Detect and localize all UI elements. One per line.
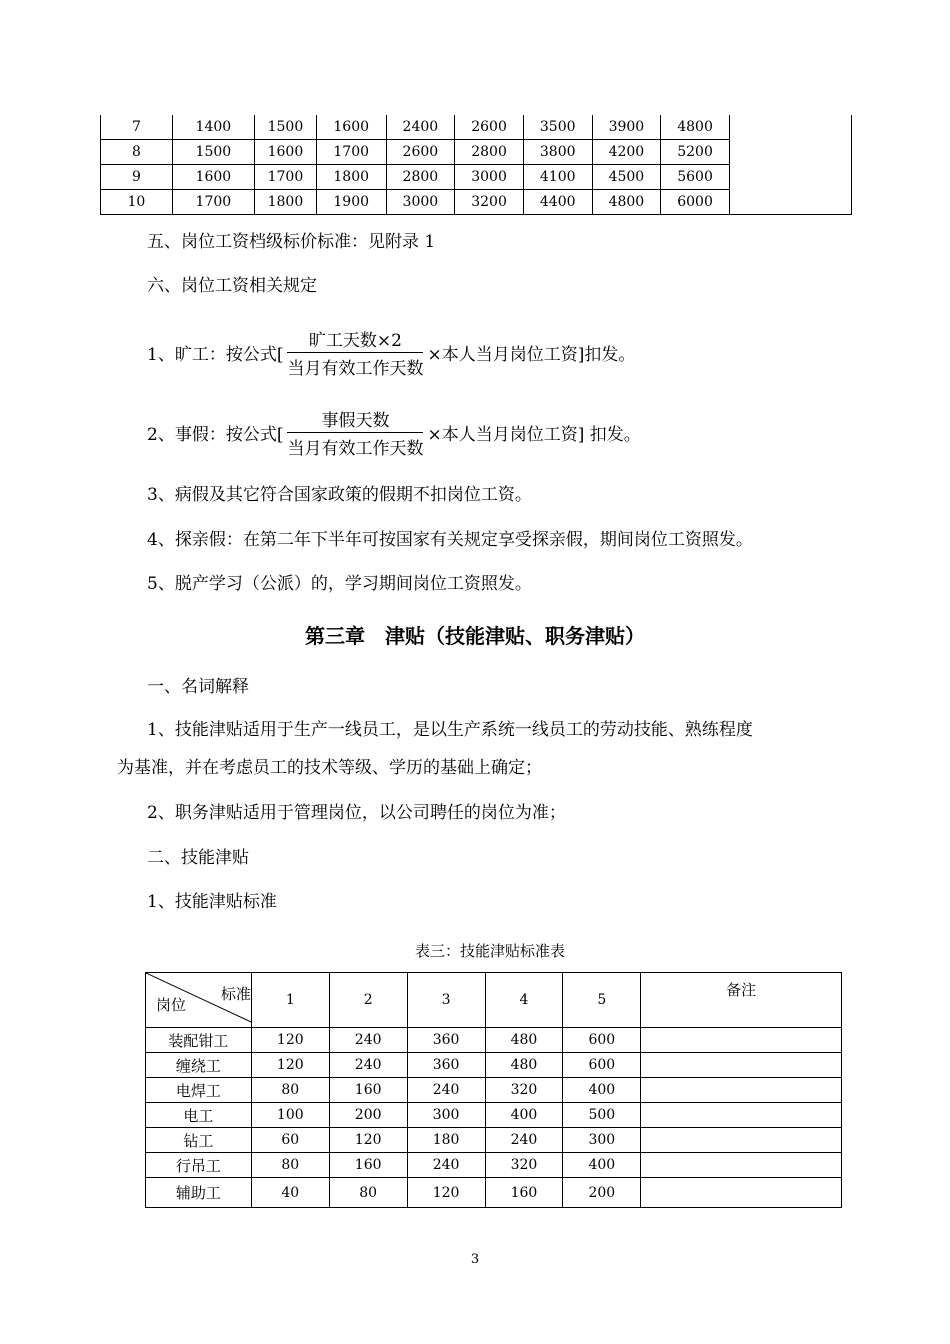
- formula-leave-fraction: [287, 406, 423, 459]
- formula-absence-numerator: 旷工天数×2: [287, 326, 423, 353]
- wage-cell: 3200: [455, 190, 524, 215]
- position-name-cell: 辅助工: [146, 1178, 252, 1208]
- section-five: 五、岗位工资档级标价标准：见附录 1: [147, 232, 436, 252]
- formula-leave: [147, 406, 641, 459]
- position-name-cell: 装配钳工: [146, 1028, 252, 1053]
- wage-cell: 2400: [386, 115, 455, 140]
- allowance-cell: 500: [563, 1103, 641, 1128]
- position-name-cell: 钻工: [146, 1128, 252, 1153]
- wage-cell: 3500: [523, 115, 592, 140]
- allowance-cell: 240: [407, 1078, 485, 1103]
- wage-cell: 2600: [455, 115, 524, 140]
- rule-family-leave: 4、探亲假：在第二年下半年可按国家有关规定享受探亲假，期间岗位工资照发。: [147, 530, 753, 550]
- note-cell: [641, 1103, 842, 1128]
- note-cell: [641, 1153, 842, 1178]
- table-row: [146, 1103, 842, 1128]
- allowance-cell: 240: [407, 1153, 485, 1178]
- rule-sick-leave: 3、病假及其它符合国家政策的假期不扣岗位工资。: [147, 485, 532, 505]
- allowance-cell: 200: [329, 1103, 407, 1128]
- position-name-cell: 电工: [146, 1103, 252, 1128]
- skill-allowance-standard: 1、技能津贴标准: [147, 892, 277, 912]
- chapter-title: 第三章 津贴（技能津贴、职务津贴）: [305, 624, 645, 648]
- wage-cell: 4500: [592, 165, 661, 190]
- wage-cell: 1500: [172, 140, 254, 165]
- definition-1-line2: 为基准，并在考虑员工的技术等级、学历的基础上确定；: [117, 758, 542, 778]
- wage-cell: 1600: [254, 140, 316, 165]
- note-cell: [641, 1178, 842, 1208]
- allowance-cell: 240: [485, 1128, 563, 1153]
- allowance-cell: 180: [407, 1128, 485, 1153]
- allowance-cell: 160: [329, 1153, 407, 1178]
- allowance-cell: 80: [251, 1153, 329, 1178]
- wage-cell: 3800: [523, 140, 592, 165]
- table-row: [101, 190, 852, 215]
- allowance-cell: 400: [563, 1078, 641, 1103]
- table-row: [101, 140, 852, 165]
- formula-absence-prefix: 1、旷工：按公式[: [147, 345, 284, 365]
- wage-cell: 1700: [254, 165, 316, 190]
- position-name-cell: 电焊工: [146, 1078, 252, 1103]
- allowance-cell: 100: [251, 1103, 329, 1128]
- table-row: [101, 115, 852, 140]
- formula-leave-denominator: 当月有效工作天数: [287, 439, 424, 459]
- wage-cell: 4400: [523, 190, 592, 215]
- diagonal-header-bottom: 岗位: [156, 996, 187, 1014]
- wage-cell: 3900: [592, 115, 661, 140]
- allowance-cell: 300: [563, 1128, 641, 1153]
- page-number: 3: [470, 1252, 480, 1267]
- wage-cell: 6000: [661, 190, 730, 215]
- wage-cell: 4800: [592, 190, 661, 215]
- wage-cell: 2800: [386, 165, 455, 190]
- wage-cell: [729, 115, 851, 140]
- allowance-cell: 200: [563, 1178, 641, 1208]
- table-row: [146, 1078, 842, 1103]
- wage-cell: 4100: [523, 165, 592, 190]
- allowance-cell: 400: [485, 1103, 563, 1128]
- wage-cell: 1700: [172, 190, 254, 215]
- allowance-cell: 360: [407, 1053, 485, 1078]
- formula-leave-suffix: ×本人当月岗位工资] 扣发。: [427, 425, 641, 445]
- allowance-cell: 80: [251, 1078, 329, 1103]
- wage-cell: [729, 165, 851, 190]
- wage-cell: 1900: [316, 190, 386, 215]
- allowance-cell: 600: [563, 1028, 641, 1053]
- note-cell: [641, 1128, 842, 1153]
- wage-cell: [729, 190, 851, 215]
- allowance-cell: 40: [251, 1178, 329, 1208]
- formula-absence-fraction: [287, 326, 423, 379]
- formula-absence-suffix: ×本人当月岗位工资]扣发。: [427, 345, 636, 365]
- table-row: [146, 1178, 842, 1208]
- wage-cell: 1500: [254, 115, 316, 140]
- grade-cell: 9: [101, 165, 173, 190]
- wage-cell: 1800: [316, 165, 386, 190]
- formula-leave-numerator: 事假天数: [287, 406, 423, 433]
- table-row: [101, 165, 852, 190]
- allowance-cell: 400: [563, 1153, 641, 1178]
- level-header: 5: [563, 973, 641, 1028]
- wage-cell: 1700: [316, 140, 386, 165]
- allowance-cell: 600: [563, 1053, 641, 1078]
- wage-cell: 1600: [316, 115, 386, 140]
- allowance-cell: 480: [485, 1028, 563, 1053]
- grade-cell: 7: [101, 115, 173, 140]
- section-skill-allowance: 二、技能津贴: [147, 848, 249, 868]
- allowance-cell: 120: [251, 1028, 329, 1053]
- note-cell: [641, 1078, 842, 1103]
- diagonal-header-cell: [146, 973, 252, 1028]
- diagonal-header-top: 标准: [220, 985, 251, 1003]
- allowance-cell: 240: [329, 1028, 407, 1053]
- allowance-cell: 480: [485, 1053, 563, 1078]
- allowance-cell: 240: [329, 1053, 407, 1078]
- grade-cell: 10: [101, 190, 173, 215]
- allowance-cell: 320: [485, 1078, 563, 1103]
- wage-cell: 2600: [386, 140, 455, 165]
- wage-cell: [729, 140, 851, 165]
- rule-study-leave: 5、脱产学习（公派）的，学习期间岗位工资照发。: [147, 574, 532, 594]
- wage-cell: 3000: [455, 165, 524, 190]
- level-header: 2: [329, 973, 407, 1028]
- wage-cell: 1600: [172, 165, 254, 190]
- formula-leave-prefix: 2、事假：按公式[: [147, 425, 284, 445]
- level-header: 1: [251, 973, 329, 1028]
- wage-cell: 1800: [254, 190, 316, 215]
- level-header: 4: [485, 973, 563, 1028]
- wage-table-continued: [100, 115, 852, 215]
- table-row: [146, 1053, 842, 1078]
- table-row: [146, 1028, 842, 1053]
- allowance-cell: 300: [407, 1103, 485, 1128]
- note-cell: [641, 1028, 842, 1053]
- note-cell: [641, 1053, 842, 1078]
- allowance-cell: 160: [329, 1078, 407, 1103]
- wage-cell: 4800: [661, 115, 730, 140]
- allowance-cell: 60: [251, 1128, 329, 1153]
- table-row: [146, 1153, 842, 1178]
- allowance-cell: 120: [251, 1053, 329, 1078]
- position-name-cell: 缠绕工: [146, 1053, 252, 1078]
- skill-allowance-table: [145, 972, 842, 1208]
- table-caption: 表三：技能津贴标准表: [414, 942, 565, 960]
- allowance-cell: 120: [407, 1178, 485, 1208]
- table-row: [146, 1128, 842, 1153]
- allowance-cell: 120: [329, 1128, 407, 1153]
- formula-absence: [147, 326, 635, 379]
- position-name-cell: 行吊工: [146, 1153, 252, 1178]
- note-header: 备注: [641, 973, 842, 1028]
- formula-absence-denominator: 当月有效工作天数: [287, 359, 424, 379]
- allowance-cell: 160: [485, 1178, 563, 1208]
- wage-cell: 5600: [661, 165, 730, 190]
- section-six: 六、岗位工资相关规定: [147, 276, 317, 296]
- wage-cell: 1400: [172, 115, 254, 140]
- definition-2: 2、职务津贴适用于管理岗位，以公司聘任的岗位为准；: [147, 803, 566, 823]
- allowance-cell: 80: [329, 1178, 407, 1208]
- wage-cell: 2800: [455, 140, 524, 165]
- allowance-cell: 320: [485, 1153, 563, 1178]
- grade-cell: 8: [101, 140, 173, 165]
- wage-cell: 5200: [661, 140, 730, 165]
- level-header: 3: [407, 973, 485, 1028]
- wage-cell: 4200: [592, 140, 661, 165]
- section-definitions: 一、名词解释: [147, 677, 249, 697]
- allowance-cell: 360: [407, 1028, 485, 1053]
- definition-1-line1: 1、技能津贴适用于生产一线员工，是以生产系统一线员工的劳动技能、熟练程度: [147, 720, 753, 740]
- wage-cell: 3000: [386, 190, 455, 215]
